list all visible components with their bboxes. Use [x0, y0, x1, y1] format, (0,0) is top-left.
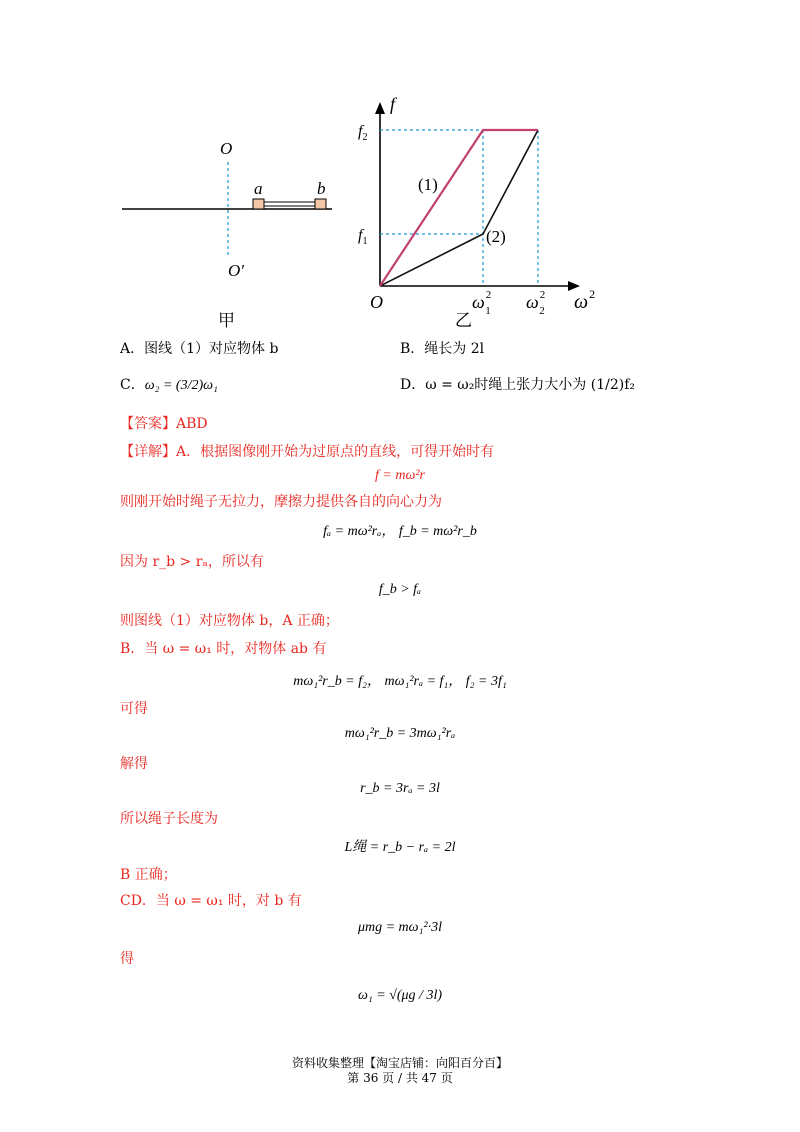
caption-jia: 甲	[218, 311, 235, 331]
figure-yi	[350, 92, 620, 342]
detail-line-8: 所以绳子长度为	[120, 811, 218, 827]
detail-line-11: 得	[120, 951, 134, 967]
y-axis-arrow	[375, 102, 385, 114]
option-d-equation: ω = ω₂时绳上张力大小为 (1/2)f₂	[425, 377, 636, 393]
equation-4: mω₁²r_b = f₂， mω₁²rₐ = f₁， f₂ = 3f₁	[293, 674, 507, 689]
figure-jia	[100, 120, 350, 340]
tick-w1: $\omega^2$ 1	[472, 289, 492, 317]
option-a: A．图线（1）对应物体 b	[120, 341, 279, 357]
line-1	[380, 130, 538, 286]
equation-8: μmg = mω₁²·3l	[357, 920, 443, 935]
detail-line-10: CD．当 ω = ω₁ 时，对 b 有	[120, 893, 302, 909]
detail-line-6: 可得	[120, 701, 148, 717]
answer-line: 【答案】ABD	[120, 416, 208, 432]
block-a	[253, 199, 264, 209]
tick-f2: $f_2$	[358, 123, 368, 143]
label-a: a	[254, 179, 263, 198]
detail-line-3: 因为 r_b > rₐ，所以有	[120, 554, 264, 570]
x-axis-arrow	[568, 281, 580, 291]
option-d-prefix: D．	[400, 377, 426, 393]
line-1-label: (1)	[418, 175, 438, 194]
detail-line-7: 解得	[120, 756, 148, 772]
detail-line-9: B 正确；	[120, 867, 177, 883]
equation-5: mω₁²r_b = 3mω₁²rₐ	[344, 726, 456, 741]
detail-line-4: 则图线（1）对应物体 b，A 正确；	[120, 613, 339, 629]
option-c-equation: ω₂ = (3/2)ω₁	[144, 378, 218, 393]
equation-9: ω₁ = √(μg / 3l)	[357, 988, 442, 1003]
option-c-prefix: C．	[120, 377, 145, 393]
equation-7: L绳 = r_b − rₐ = 2l	[344, 840, 456, 855]
detail-line-5: B．当 ω = ω₁ 时，对物体 ab 有	[120, 641, 327, 657]
line-2	[380, 130, 538, 286]
axis-label-f: f	[390, 94, 396, 114]
label-O-prime: O′	[228, 261, 244, 280]
tick-w2: $\omega^2$ 2	[526, 289, 546, 317]
caption-yi: 乙	[455, 311, 472, 331]
equation-3: f_b > fₐ	[378, 582, 422, 597]
footer-page-number: 第 36 页 / 共 47 页	[347, 1071, 453, 1085]
equation-6: r_b = 3rₐ = 3l	[360, 781, 440, 796]
option-d	[400, 376, 635, 394]
equation-2: fₐ = mω²rₐ， f_b = mω²r_b	[323, 524, 477, 539]
line-2-label: (2)	[486, 227, 506, 246]
detail-line-2: 则刚开始时绳子无拉力，摩擦力提供各自的向心力为	[120, 494, 442, 510]
detail-intro: 【详解】A．根据图像刚开始为过原点的直线，可得开始时有	[120, 444, 495, 460]
footer-source: 资料收集整理【淘宝店铺：向阳百分百】	[291, 1056, 508, 1070]
axis-label-omega: $\omega^2$	[574, 287, 596, 313]
equation-1: f = mω²r	[375, 468, 425, 483]
origin-label: O	[370, 292, 383, 312]
label-O: O	[220, 139, 233, 158]
tick-f1: $f_1$	[358, 227, 368, 247]
block-b	[315, 199, 326, 209]
label-b: b	[317, 179, 326, 198]
option-c	[120, 376, 218, 395]
option-b: B．绳长为 2l	[400, 341, 485, 357]
